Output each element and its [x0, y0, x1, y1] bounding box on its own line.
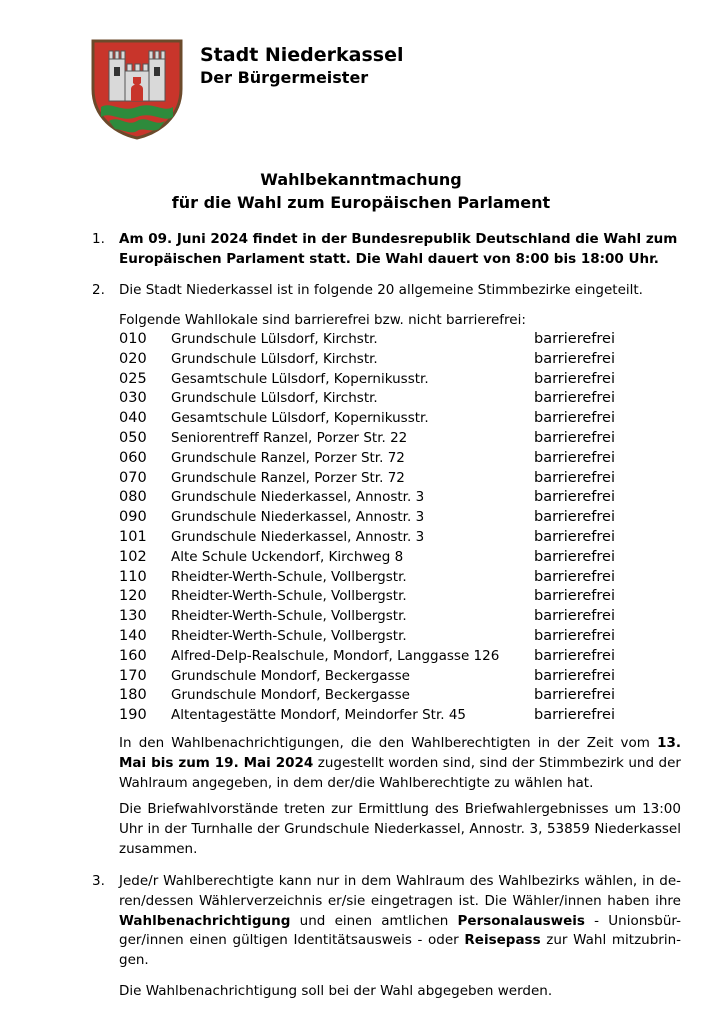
- item-3-text: [119, 872, 681, 971]
- station-place: Gesamtschule Lülsdorf, Kopernikusstr.: [171, 370, 429, 387]
- station-accessibility: barrierefrei: [534, 568, 615, 585]
- station-code: 140: [119, 627, 147, 644]
- voting-notification-term: Wahlbenachrichtigung: [119, 912, 291, 929]
- station-place: Rheidter-Werth-Schule, Vollbergstr.: [171, 568, 407, 585]
- item-3-text-1: Jede/r Wahlberechtigte kann nur in dem Wahlraum des Wahlbezirks wählen, in de-ren/dessen Wählerverzeichnis er/sie eingetragen ist. Die Wähler/innen haben ihre: [119, 873, 681, 909]
- station-row: [119, 528, 639, 548]
- station-row: [119, 607, 639, 627]
- station-row: [119, 706, 639, 726]
- station-code: 040: [119, 410, 147, 427]
- item-1-text: [119, 230, 681, 270]
- station-code: 102: [119, 548, 147, 565]
- station-place: Grundschule Mondorf, Beckergasse: [171, 667, 410, 684]
- station-accessibility: barrierefrei: [534, 350, 615, 367]
- station-accessibility: barrierefrei: [534, 469, 615, 486]
- station-place: Grundschule Niederkassel, Annostr. 3: [171, 489, 425, 506]
- station-accessibility: barrierefrei: [534, 509, 615, 526]
- station-row: [119, 508, 639, 528]
- station-place: Grundschule Ranzel, Porzer Str. 72: [171, 449, 405, 466]
- station-place: Grundschule Niederkassel, Annostr. 3: [171, 509, 425, 526]
- item-2-intro: Die Stadt Niederkassel ist in folgende 20 allgemeine Stimmbezirke eingeteilt.: [119, 282, 643, 298]
- station-row: [119, 667, 639, 687]
- stations-intro: Folgende Wahllokale sind barrierefrei bzw. nicht barrierefrei:: [119, 312, 526, 328]
- station-accessibility: barrierefrei: [534, 449, 615, 466]
- station-row: [119, 568, 639, 588]
- station-row: [119, 330, 639, 350]
- polling-station-list: [119, 330, 639, 726]
- station-row: [119, 469, 639, 489]
- station-accessibility: barrierefrei: [534, 548, 615, 565]
- station-accessibility: barrierefrei: [534, 667, 615, 684]
- station-accessibility: barrierefrei: [534, 429, 615, 446]
- item-3-text-4: zur Wahl mitzubrin-gen.: [119, 932, 682, 969]
- station-code: 080: [119, 489, 147, 506]
- station-row: [119, 409, 639, 429]
- station-row: [119, 647, 639, 667]
- item-number-3: 3.: [92, 873, 105, 889]
- station-code: 050: [119, 429, 147, 446]
- station-place: Rheidter-Werth-Schule, Vollbergstr.: [171, 627, 407, 644]
- notification-text-start: In den Wahlbenachrichtigungen, die den Wahlberechtigten in der Zeit vom: [119, 735, 658, 751]
- station-code: 130: [119, 608, 147, 625]
- station-accessibility: barrierefrei: [534, 647, 615, 664]
- org-name: Stadt Niederkassel: [200, 44, 404, 66]
- station-accessibility: barrierefrei: [534, 608, 615, 625]
- passport-term: Reisepass: [464, 932, 541, 949]
- id-card-term: Personalausweis: [457, 912, 585, 929]
- station-place: Gesamtschule Lülsdorf, Kopernikusstr.: [171, 410, 429, 427]
- station-code: 180: [119, 687, 147, 704]
- station-accessibility: barrierefrei: [534, 331, 615, 347]
- station-accessibility: barrierefrei: [534, 588, 615, 605]
- notification-text-end: zugestellt worden sind, sind der Stimmbezirk und der Wahlraum angegeben, in dem der/die Wahlberechtigte zu wählen hat.: [119, 754, 681, 791]
- station-place: Altentagestätte Mondorf, Meindorfer Str. 45: [171, 707, 467, 724]
- notification-date-range: 13. Mai bis zum 19. Mai 2024: [119, 735, 681, 771]
- letterhead: [200, 43, 404, 89]
- station-accessibility: barrierefrei: [534, 390, 615, 407]
- station-place: Seniorentreff Ranzel, Porzer Str. 22: [171, 429, 408, 446]
- station-row: [119, 587, 639, 607]
- station-accessibility: barrierefrei: [534, 528, 615, 545]
- closing-sentence: Die Wahlbenachrichtigung soll bei der Wahl abgegeben werden.: [119, 983, 553, 999]
- station-row: [119, 370, 639, 390]
- station-accessibility: barrierefrei: [534, 707, 615, 724]
- station-place: Grundschule Lülsdorf, Kirchstr.: [171, 390, 378, 407]
- station-accessibility: barrierefrei: [534, 489, 615, 506]
- station-place: Rheidter-Werth-Schule, Vollbergstr.: [171, 608, 407, 625]
- station-place: Grundschule Ranzel, Porzer Str. 72: [171, 469, 405, 486]
- org-subtitle: Der Bürgermeister: [200, 68, 369, 87]
- station-accessibility: barrierefrei: [534, 410, 615, 427]
- station-accessibility: barrierefrei: [534, 687, 615, 704]
- station-place: Grundschule Niederkassel, Annostr. 3: [171, 528, 425, 545]
- station-code: 025: [119, 370, 147, 387]
- station-code: 070: [119, 469, 147, 486]
- station-code: 170: [119, 667, 147, 684]
- station-place: Grundschule Lülsdorf, Kirchstr.: [171, 350, 378, 367]
- station-place: Alfred-Delp-Realschule, Mondorf, Langgasse 126: [171, 647, 500, 664]
- item-1-line-2: Europäischen Parlament statt. Die Wahl dauert von 8:00 bis 18:00 Uhr.: [119, 250, 659, 267]
- station-place: Grundschule Lülsdorf, Kirchstr.: [171, 331, 378, 347]
- station-place: Grundschule Mondorf, Beckergasse: [171, 687, 410, 704]
- title-line-1: Wahlbekanntmachung: [260, 170, 462, 189]
- item-number-2: 2.: [92, 282, 105, 298]
- station-code: 090: [119, 509, 147, 526]
- station-row: [119, 627, 639, 647]
- postal-vote-paragraph: Die Briefwahlvorstände treten zur Ermittlung des Briefwahlergebnisses um 13:00 Uhr in der Turnhalle der Grundschule Niederkassel, Annostr. 3, 53859 Niederkassel zusammen.: [119, 801, 681, 857]
- station-row: [119, 389, 639, 409]
- item-3-text-2: und einen amtlichen: [290, 912, 458, 929]
- city-crest-icon: [89, 37, 185, 141]
- station-row: [119, 429, 639, 449]
- item-1-line-1: Am 09. Juni 2024 findet in der Bundesrepublik Deutschland die Wahl zum: [119, 231, 678, 247]
- station-code: 101: [119, 528, 147, 545]
- station-row: [119, 548, 639, 568]
- item-number-1: 1.: [92, 231, 105, 247]
- document-title: [0, 168, 722, 214]
- title-line-2: für die Wahl zum Europäischen Parlament: [171, 193, 551, 212]
- item-3-text-3: - Unionsbür-ger/innen einen gültigen Identitätsausweis - oder: [119, 912, 681, 949]
- station-code: 110: [119, 568, 147, 585]
- station-code: 010: [119, 331, 147, 347]
- station-accessibility: barrierefrei: [534, 627, 615, 644]
- station-row: [119, 350, 639, 370]
- station-place: Alte Schule Uckendorf, Kirchweg 8: [171, 548, 404, 565]
- station-row: [119, 488, 639, 508]
- station-place: Rheidter-Werth-Schule, Vollbergstr.: [171, 588, 407, 605]
- station-code: 190: [119, 707, 147, 724]
- station-code: 160: [119, 647, 147, 664]
- station-code: 030: [119, 390, 147, 407]
- station-row: [119, 686, 639, 706]
- station-accessibility: barrierefrei: [534, 370, 615, 387]
- station-code: 060: [119, 449, 147, 466]
- station-code: 120: [119, 588, 147, 605]
- notification-paragraph: [119, 734, 681, 793]
- station-row: [119, 449, 639, 469]
- station-code: 020: [119, 350, 147, 367]
